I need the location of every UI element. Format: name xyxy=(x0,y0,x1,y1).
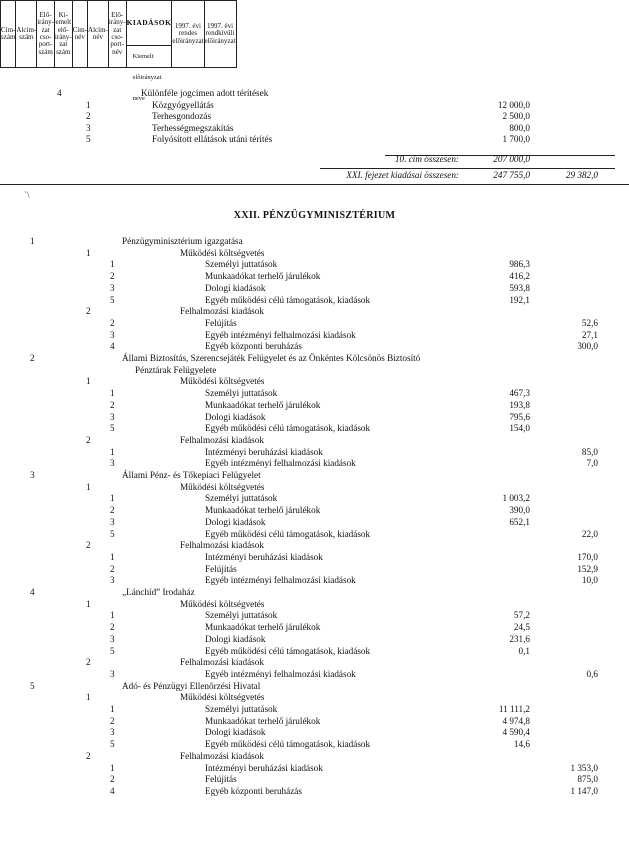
row-label: Egyéb intézményi felhalmozási kiadások xyxy=(205,458,356,469)
cim-number: 5 xyxy=(30,680,35,691)
row-label: Felhalmozási kiadások xyxy=(180,540,264,551)
cim-number: 3 xyxy=(30,470,35,480)
table-row xyxy=(0,540,629,551)
row-label: Egyéb működési célú támogatások, kiadások xyxy=(205,739,371,750)
table-row xyxy=(0,564,629,575)
table-row xyxy=(0,529,629,540)
row-label: Munkaadókat terhelő járulékok xyxy=(205,271,321,282)
alcim-number: 2 xyxy=(86,306,91,317)
table-row xyxy=(0,365,629,376)
row-label: Munkaadókat terhelő járulékok xyxy=(205,399,321,410)
row-label: Munkaadókat terhelő járulékok xyxy=(205,715,321,726)
rendkivuli-value: 27,1 xyxy=(581,329,598,340)
cim-total-value: 207 000,0 xyxy=(493,154,530,164)
kiemelt-number: 4 xyxy=(110,341,115,352)
table-row xyxy=(0,763,629,774)
alcim-number: 1 xyxy=(86,598,91,609)
fejezet-total-row xyxy=(0,170,629,181)
rendes-value: 14,6 xyxy=(513,739,530,750)
table-row xyxy=(0,458,629,469)
alcim-number: 2 xyxy=(86,657,91,668)
alcim-number: 1 xyxy=(86,692,91,703)
alcim-number: 1 xyxy=(86,481,91,492)
alcim-number: 1 xyxy=(86,376,91,387)
row-label: Egyéb működési célú támogatások, kiadások xyxy=(205,423,371,434)
table-row xyxy=(0,470,629,481)
table-row xyxy=(0,751,629,762)
table-row xyxy=(0,248,629,259)
table-row xyxy=(0,412,629,423)
kiemelt-number: 2 xyxy=(110,271,115,282)
cim-number: 2 xyxy=(30,353,35,363)
kiemelt-eloiranyzat-neve: Kiemelt előirányzat neve xyxy=(132,53,162,102)
table-row xyxy=(0,552,629,563)
row-label: Felújítás xyxy=(205,317,237,328)
row-label: Intézményi beruházási kiadások xyxy=(205,446,323,457)
rendes-value: 652,1 xyxy=(509,516,530,527)
table-row xyxy=(0,727,629,738)
table-row xyxy=(0,123,629,134)
col-eloiranyzat-csoport-nev: Elő-irány-zat cso-port-név xyxy=(108,1,126,68)
kiemelt-number: 1 xyxy=(110,493,115,504)
kiemelt-number: 3 xyxy=(110,633,115,644)
col-cimnev: Cím-név xyxy=(72,1,87,68)
rendes-value: 1 700,0 xyxy=(502,134,530,144)
rendes-value: 193,8 xyxy=(509,399,530,410)
col-kiemelt-eloiranyzat-szam: Ki-emelt elő-irány-zat szám xyxy=(54,1,72,68)
kiadasok-title: KIADÁSOK xyxy=(127,1,172,46)
rendes-value: 390,0 xyxy=(509,505,530,516)
kiemelt-number: 1 xyxy=(110,551,115,562)
rendes-value: 593,8 xyxy=(509,282,530,293)
kiemelt-number: 3 xyxy=(110,668,115,679)
rendkivuli-value: 152,9 xyxy=(577,563,598,574)
scan-mark: `\ xyxy=(24,190,30,200)
row-label: Különféle jogcímen adott térítések xyxy=(141,88,269,98)
rendkivuli-value: 300,0 xyxy=(577,341,598,352)
table-row xyxy=(0,646,629,657)
kiemelt-number: 2 xyxy=(110,774,115,785)
rendes-value: 986,3 xyxy=(509,259,530,270)
row-label: „Lánchíd” Irodaház xyxy=(122,587,195,597)
row-label: Személyi juttatások xyxy=(205,493,278,504)
row-label: Személyi juttatások xyxy=(205,388,278,399)
rendes-value: 154,0 xyxy=(509,423,530,434)
rendes-value: 24,5 xyxy=(513,622,530,633)
fejezet-total-rendes: 247 755,0 xyxy=(493,170,530,180)
table-row xyxy=(0,774,629,785)
rendkivuli-value: 875,0 xyxy=(577,774,598,785)
rendkivuli-value: 1 147,0 xyxy=(570,785,598,796)
row-label: Dologi kiadások xyxy=(205,411,266,422)
table-row xyxy=(0,388,629,399)
table-row xyxy=(0,575,629,586)
kiemelt-number: 3 xyxy=(110,411,115,422)
row-label: Dologi kiadások xyxy=(205,633,266,644)
table-row xyxy=(0,739,629,750)
row-label: Közgyógyellátás xyxy=(152,99,214,110)
rendes-value: 416,2 xyxy=(509,271,530,282)
kiemelt-number: 5 xyxy=(110,294,115,305)
col-rendkivuli-eloiranyzat: 1997. évi rendkívüli előirányzat xyxy=(204,1,236,68)
kiemelt-number: 5 xyxy=(110,528,115,539)
rendes-value: 2 500,0 xyxy=(502,111,530,121)
rendes-value: 795,6 xyxy=(509,411,530,422)
row-label: Egyéb intézményi felhalmozási kiadások xyxy=(205,575,356,586)
rendkivuli-value: 170,0 xyxy=(577,551,598,562)
row-label: Felhalmozási kiadások xyxy=(180,750,264,761)
rendkivuli-value: 85,0 xyxy=(581,446,598,457)
row-label: Terhesgondozás xyxy=(152,111,212,121)
row-label: Intézményi beruházási kiadások xyxy=(205,551,323,562)
rendes-value: 11 111,2 xyxy=(498,704,530,714)
table-row xyxy=(0,786,629,797)
row-label: Állami Pénz- és Tőkepiaci Felügyelet xyxy=(122,470,261,480)
row-label: Egyéb intézményi felhalmozási kiadások xyxy=(205,329,356,340)
section-divider xyxy=(0,184,629,185)
alcim-number: 2 xyxy=(86,540,91,551)
kiemelt-number: 1 xyxy=(110,610,115,621)
kiemelt-number: 2 xyxy=(110,399,115,410)
row-label: Egyéb működési célú támogatások, kiadások xyxy=(205,645,371,656)
table-row xyxy=(0,716,629,727)
alcim-number: 5 xyxy=(86,134,91,144)
kiemelt-number: 5 xyxy=(110,739,115,750)
row-label: Felújítás xyxy=(205,563,237,574)
rendes-value: 800,0 xyxy=(509,122,530,133)
kiemelt-number: 2 xyxy=(110,505,115,516)
table-row xyxy=(0,306,629,317)
kiemelt-number: 3 xyxy=(110,329,115,340)
kiemelt-number: 5 xyxy=(110,423,115,434)
kiemelt-number: 2 xyxy=(110,622,115,633)
row-label: Felhalmozási kiadások xyxy=(180,306,264,317)
table-row xyxy=(0,100,629,111)
table-row xyxy=(0,330,629,341)
row-label: Egyéb központi beruházás xyxy=(205,785,302,796)
alcim-number: 2 xyxy=(86,111,91,121)
rendes-value: 4 974,8 xyxy=(502,715,530,726)
kiemelt-number: 1 xyxy=(110,446,115,457)
alcim-number: 3 xyxy=(86,122,91,133)
rendkivuli-value: 52,6 xyxy=(581,317,598,328)
rendes-value: 192,1 xyxy=(509,294,530,305)
row-label: Felhalmozási kiadások xyxy=(180,657,264,668)
table-row xyxy=(0,423,629,434)
row-label: Működési költségvetés xyxy=(180,247,265,258)
rendes-value: 57,2 xyxy=(513,610,530,621)
table-row xyxy=(0,704,629,715)
row-label: Munkaadókat terhelő járulékok xyxy=(205,505,321,516)
kiemelt-number: 3 xyxy=(110,458,115,469)
table-row xyxy=(0,353,629,364)
row-label: Pénztárak Felügyelete xyxy=(135,364,217,375)
row-label: Adó- és Pénzügyi Ellenőrzési Hivatal xyxy=(122,680,261,691)
rendkivuli-value: 10,0 xyxy=(581,575,598,586)
cim-number: 4 xyxy=(57,88,62,98)
row-label: Állami Biztosítás, Szerencsejáték Felügyelet és az Önkéntes Kölcsönös Biztosító xyxy=(122,353,421,363)
row-label: Személyi juttatások xyxy=(205,259,278,270)
table-row xyxy=(0,692,629,703)
row-label: Terhességmegszakítás xyxy=(152,122,234,133)
rendes-value: 4 590,4 xyxy=(502,727,530,738)
row-label: Felújítás xyxy=(205,774,237,785)
fejezet-total-label: XXI. fejezet kiadásai összesen: xyxy=(346,170,459,180)
row-label: Munkaadókat terhelő járulékok xyxy=(205,622,321,633)
row-label: Egyéb intézményi felhalmozási kiadások xyxy=(205,668,356,679)
row-label: Működési költségvetés xyxy=(180,376,265,387)
table-row xyxy=(0,517,629,528)
table-row xyxy=(0,634,629,645)
row-label: Személyi juttatások xyxy=(205,610,278,621)
col-alcimszam: Alcím-szám xyxy=(16,1,37,68)
kiemelt-number: 2 xyxy=(110,317,115,328)
table-row xyxy=(0,599,629,610)
rendes-value: 1 003,2 xyxy=(502,493,530,504)
row-label: Személyi juttatások xyxy=(205,704,278,714)
table-row xyxy=(0,447,629,458)
kiemelt-number: 5 xyxy=(110,645,115,656)
row-label: Dologi kiadások xyxy=(205,516,266,527)
alcim-number: 2 xyxy=(86,434,91,445)
row-label: Működési költségvetés xyxy=(180,481,265,492)
rendkivuli-value: 7,0 xyxy=(586,458,598,469)
cim-total-row xyxy=(0,154,629,165)
row-label: Dologi kiadások xyxy=(205,282,266,293)
rendes-value: 0,1 xyxy=(518,645,530,656)
table-row xyxy=(0,236,629,247)
fejezet-total-rendkivuli: 29 382,0 xyxy=(565,170,598,180)
col-kiadasok xyxy=(126,1,172,102)
row-label: Egyéb működési célú támogatások, kiadások xyxy=(205,294,371,305)
table-row xyxy=(0,271,629,282)
table-row xyxy=(0,111,629,122)
table-row xyxy=(0,295,629,306)
row-label: Dologi kiadások xyxy=(205,727,266,738)
row-label: Felhalmozási kiadások xyxy=(180,434,264,445)
alcim-number: 1 xyxy=(86,247,91,258)
table-row xyxy=(0,341,629,352)
row-label: Egyéb központi beruházás xyxy=(205,341,302,352)
kiemelt-number: 4 xyxy=(110,785,115,796)
cim-total-label: 10. cím összesen: xyxy=(394,154,459,164)
kiemelt-number: 2 xyxy=(110,715,115,726)
table-row xyxy=(0,587,629,598)
table-row xyxy=(0,400,629,411)
kiemelt-number: 3 xyxy=(110,282,115,293)
row-label: Pénzügyminisztérium igazgatása xyxy=(122,236,243,246)
table-row xyxy=(0,482,629,493)
alcim-number: 2 xyxy=(86,750,91,761)
col-eloiranyzat-csoport-szam: Elő-irány-zat cso-port-szám xyxy=(37,1,55,68)
col-rendes-eloiranyzat: 1997. évi rendes előirányzat xyxy=(172,1,204,68)
cim-number: 1 xyxy=(30,236,35,246)
rendkivuli-value: 22,0 xyxy=(581,528,598,539)
rendes-value: 12 000,0 xyxy=(497,99,530,110)
kiemelt-number: 1 xyxy=(110,259,115,270)
table-row xyxy=(0,681,629,692)
kiemelt-number: 3 xyxy=(110,575,115,586)
kiemelt-number: 3 xyxy=(110,727,115,738)
rendes-value: 467,3 xyxy=(509,388,530,399)
table-row xyxy=(0,376,629,387)
table-row xyxy=(0,134,629,145)
col-alcimnev: Alcím-név xyxy=(88,1,109,68)
table-row xyxy=(0,657,629,668)
kiemelt-number: 3 xyxy=(110,516,115,527)
kiemelt-number: 1 xyxy=(110,704,115,714)
table-row xyxy=(0,259,629,270)
cim-number: 4 xyxy=(30,587,35,597)
table-row xyxy=(0,505,629,516)
col-cimszam: Cím-szám xyxy=(1,1,16,68)
kiemelt-number: 1 xyxy=(110,762,115,773)
table-row xyxy=(0,669,629,680)
section-title: XXII. PÉNZÜGYMINISZTÉRIUM xyxy=(233,210,396,221)
kiemelt-number: 1 xyxy=(110,388,115,399)
table-row xyxy=(0,283,629,294)
table-row xyxy=(0,610,629,621)
table-row xyxy=(0,318,629,329)
row-label: Egyéb működési célú támogatások, kiadások xyxy=(205,528,371,539)
alcim-number: 1 xyxy=(86,99,91,110)
table-row xyxy=(0,493,629,504)
table-row xyxy=(0,622,629,633)
table-row xyxy=(0,88,629,99)
row-label: Működési költségvetés xyxy=(180,598,265,609)
rendes-value: 231,6 xyxy=(509,633,530,644)
fejezet-rule-top xyxy=(320,168,615,169)
rendkivuli-value: 1 353,0 xyxy=(570,762,598,773)
row-label: Folyósított ellátások utáni térítés xyxy=(152,134,273,144)
row-label: Intézményi beruházási kiadások xyxy=(205,762,323,773)
table-row xyxy=(0,435,629,446)
kiemelt-number: 2 xyxy=(110,563,115,574)
rendkivuli-value: 0,6 xyxy=(586,668,598,679)
row-label: Működési költségvetés xyxy=(180,692,265,703)
